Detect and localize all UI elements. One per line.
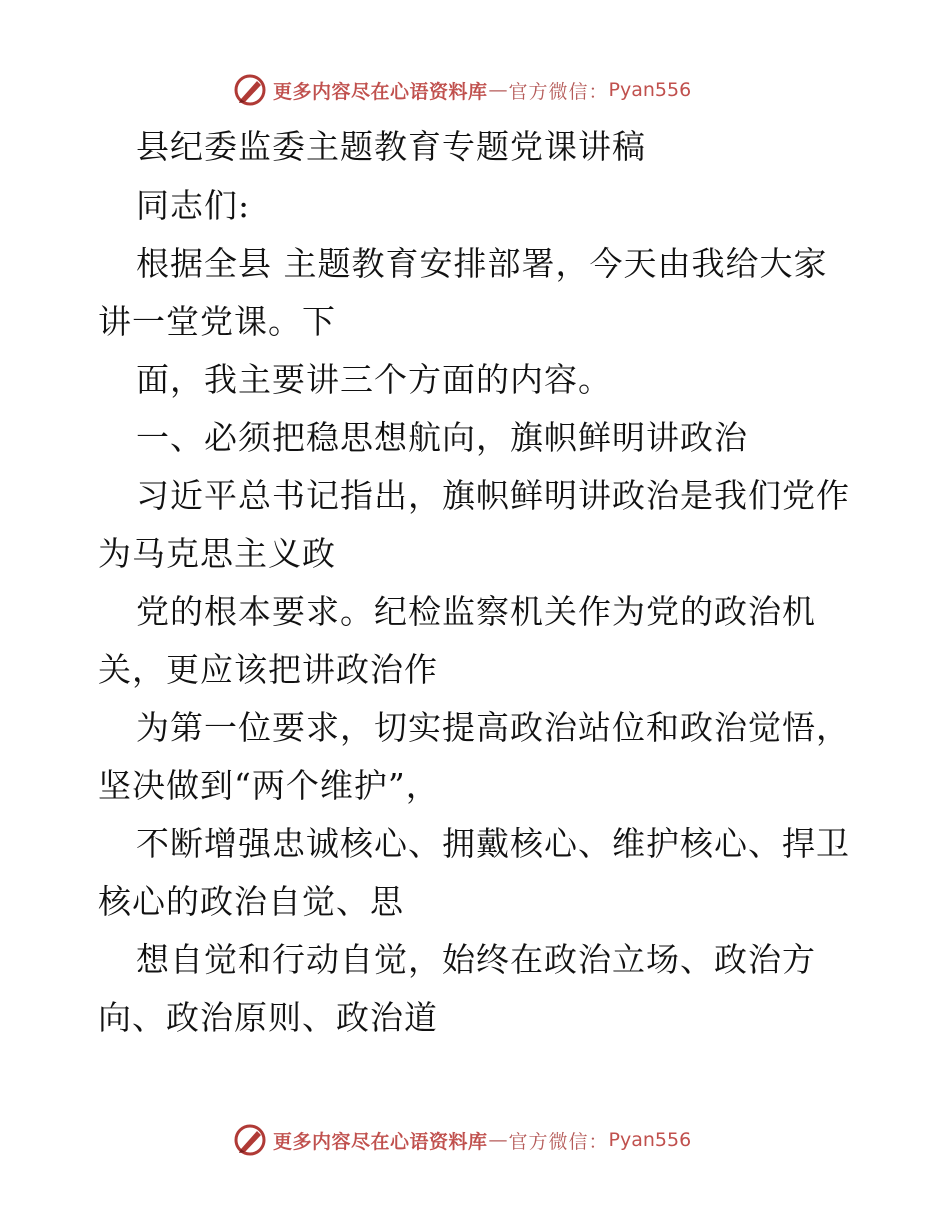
paragraph-line: 向、政治原则、政治道: [98, 998, 438, 1037]
paragraph-line: 讲一堂党课。下: [98, 302, 336, 341]
paragraph-line: 为马克思主义政: [98, 534, 336, 573]
paragraph-line: 同志们:: [136, 186, 251, 225]
paragraph-line: 不断增强忠诚核心、拥戴核心、维护核心、捍卫: [136, 824, 850, 863]
footer-banner: [233, 1122, 691, 1158]
paragraph-line: 为第一位要求，切实提高政治站位和政治觉悟，: [136, 708, 850, 747]
paragraph-line: 党的根本要求。纪检监察机关作为党的政治机: [136, 592, 816, 631]
banner-wechat-id: Pyan556: [608, 1129, 692, 1151]
paragraph-line: 核心的政治自觉、思: [98, 882, 404, 921]
paragraph-line: 关，更应该把讲政治作: [98, 650, 438, 689]
paragraph-line: 习近平总书记指出，旗帜鲜明讲政治是我们党作: [136, 476, 850, 515]
document-title: 县纪委监委主题教育专题党课讲稿: [136, 127, 646, 166]
paragraph-line: 想自觉和行动自觉，始终在政治立场、政治方: [136, 940, 816, 979]
section-heading: 一、必须把稳思想航向，旗帜鲜明讲政治: [136, 418, 748, 457]
header-banner: [233, 72, 691, 108]
banner-dash: —: [488, 1129, 508, 1151]
banner-wechat-label: 官方微信：: [508, 80, 609, 103]
red-pen-logo-icon: [233, 1123, 267, 1157]
banner-main-text: 更多内容尽在心语资料库: [273, 1130, 488, 1153]
banner-main-text: 更多内容尽在心语资料库: [273, 80, 488, 103]
paragraph-line: 面，我主要讲三个方面的内容。: [136, 360, 612, 399]
paragraph-line: 坚决做到“两个维护”，: [98, 766, 440, 805]
paragraph-line: 根据全县 主题教育安排部署，今天由我给大家: [136, 244, 828, 283]
banner-wechat-label: 官方微信：: [508, 1130, 609, 1153]
red-pen-logo-icon: [233, 73, 267, 107]
banner-wechat-id: Pyan556: [608, 79, 692, 101]
banner-dash: —: [488, 79, 508, 101]
